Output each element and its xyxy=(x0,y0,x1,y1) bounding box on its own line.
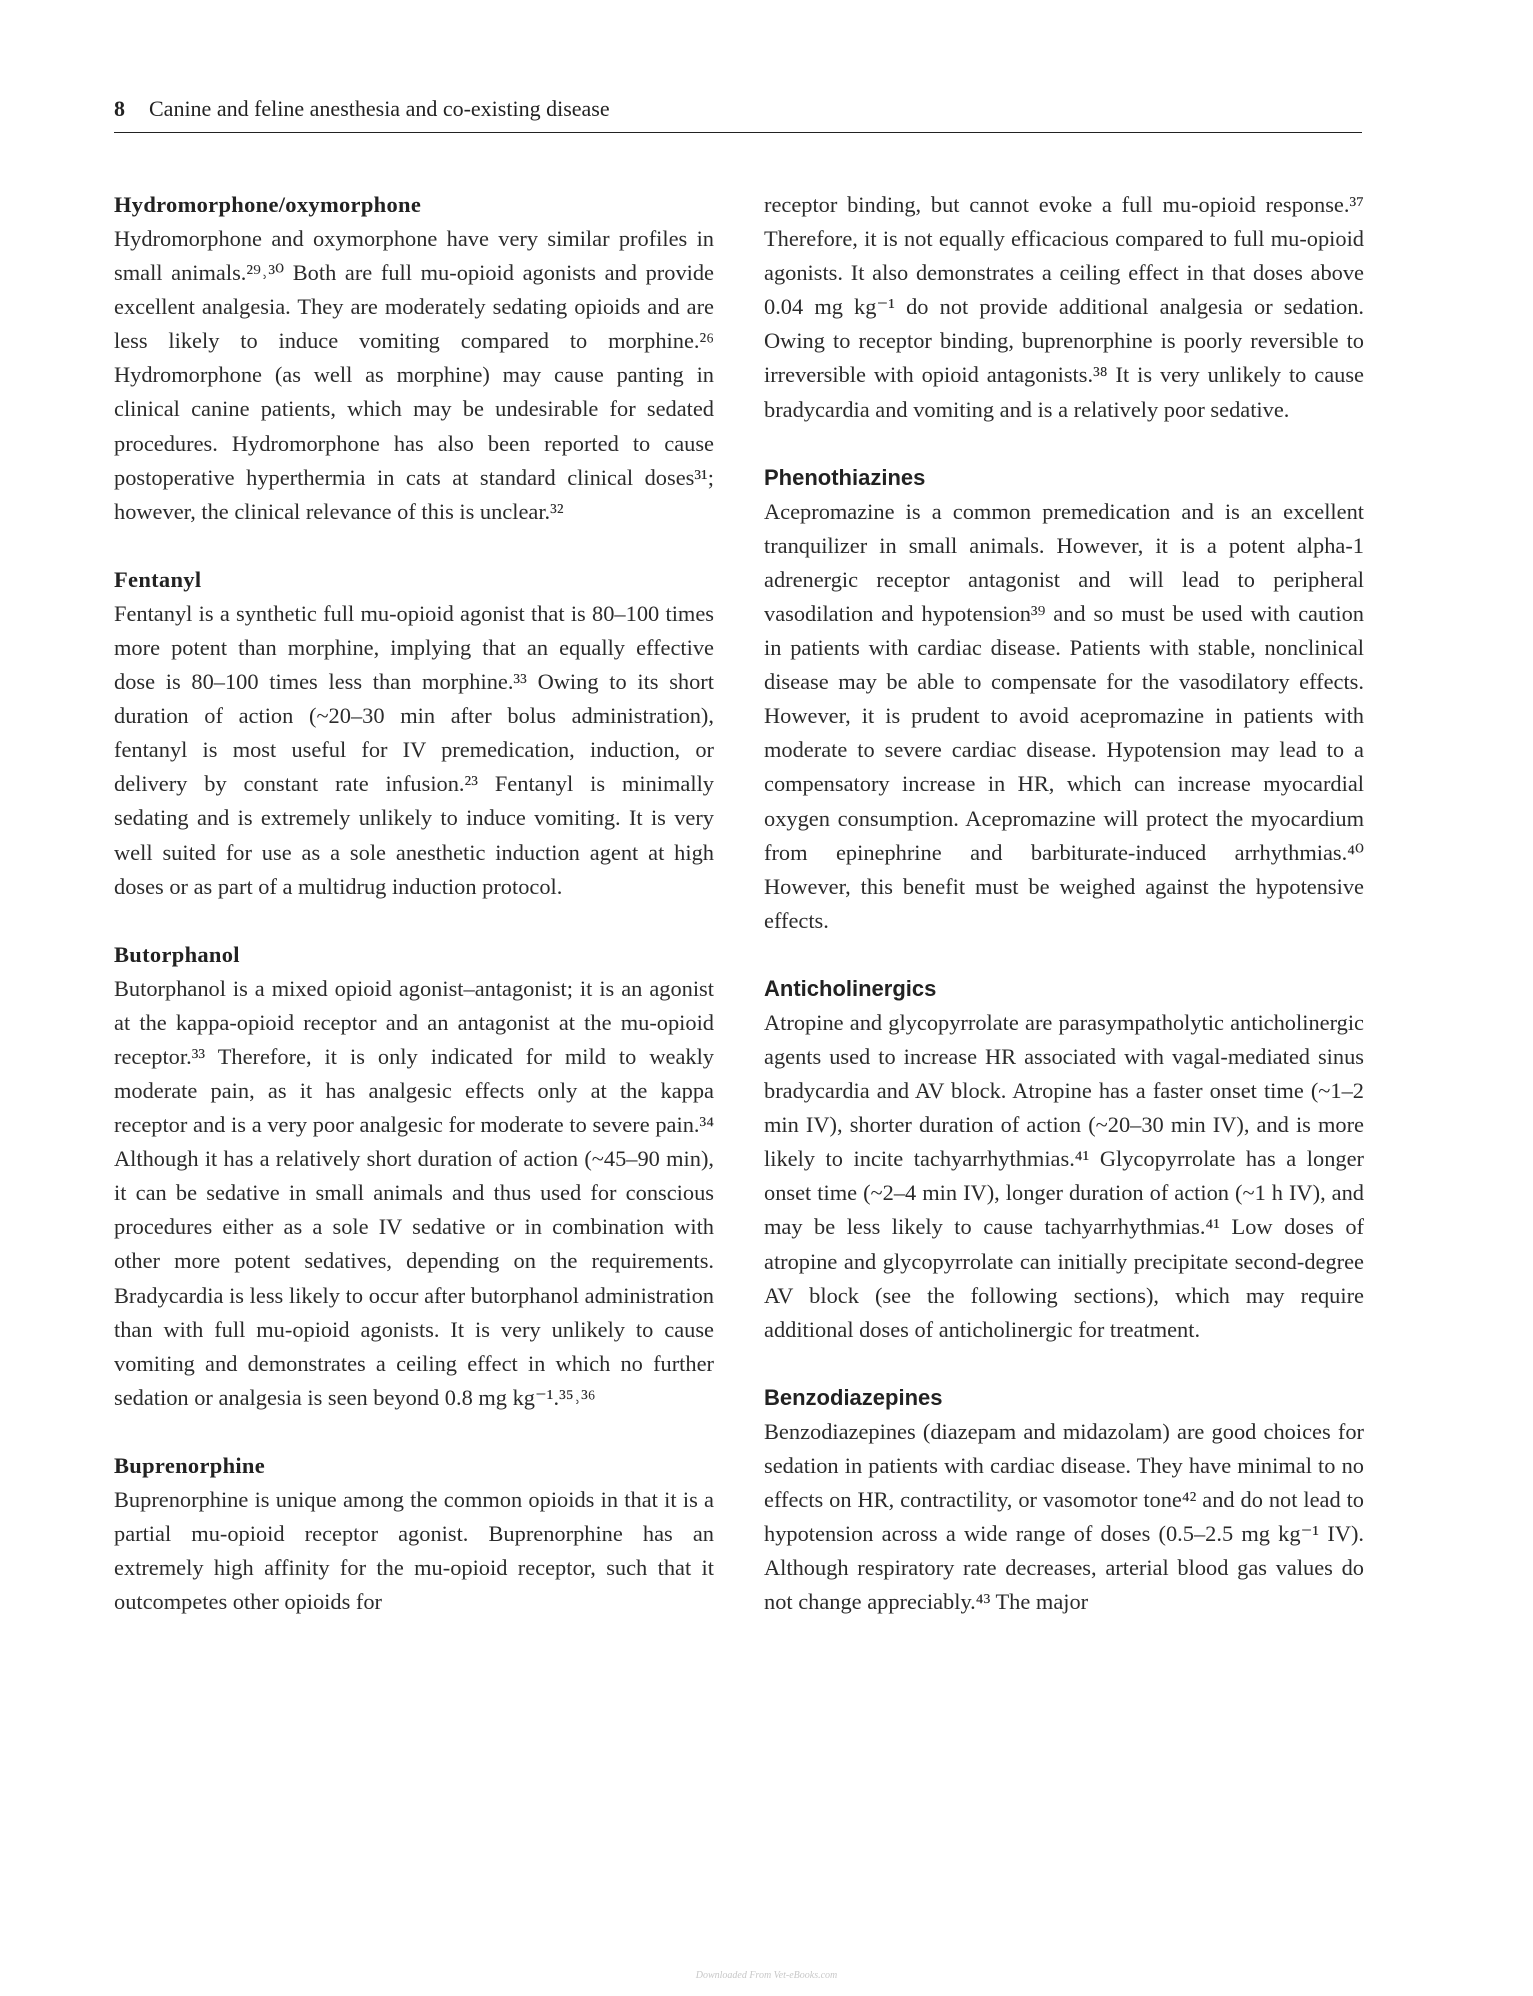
section-heading: Butorphanol xyxy=(114,941,240,967)
section-body: Atropine and glycopyrrolate are parasympatholytic anticholinergic agents used to increase HR associated with vagal-mediated sinus bradycardia and AV block. Atropine has a faster onset time (~1–2 min IV), shorter duration of action (~20–30 min IV), and is more likely to incite tachyarrhythmias.⁴¹ Glycopyrrolate has a longer onset time (~2–4 min IV), longer duration of action (~1 h IV), and may be less likely to cause tachyarrhythmias.⁴¹ Low doses of atropine and glycopyrrolate can initially precipitate second-degree AV block (see the following sections), which may require additional doses of anticholinergic for treatment. xyxy=(764,1009,1364,1342)
section-body: Benzodiazepines (diazepam and midazolam) are good choices for sedation in patients with cardiac disease. They have minimal to no effects on HR, contractility, or vasomotor tone⁴² and do not lead to hypotension across a wide range of doses (0.5–2.5 mg kg⁻¹ IV). Although respiratory rate decreases, arterial blood gas values do not change appreciably.⁴³ The major xyxy=(764,1418,1364,1615)
section-heading: Fentanyl xyxy=(114,566,202,592)
section-phenothiazines xyxy=(764,461,1364,938)
section-fentanyl xyxy=(114,563,714,904)
section-hydromorphone xyxy=(114,188,714,529)
download-watermark: Downloaded From Vet-eBooks.com xyxy=(695,1970,838,1981)
section-body: Hydromorphone and oxymorphone have very similar profiles in small animals.²⁹˒³⁰ Both are full mu-opioid agonists and provide excellent analgesia. They are moderately sedating opioids and are less likely to induce vomiting compared to morphine.²⁶ Hydromorphone (as well as morphine) may cause panting in clinical canine patients, which may be undesirable for sedated procedures. Hydromorphone has also been reported to cause postoperative hyperthermia in cats at standard clinical doses³¹; however, the clinical relevance of this is unclear.³² xyxy=(114,226,714,524)
section-buprenorphine-continued xyxy=(764,188,1364,427)
section-buprenorphine xyxy=(114,1449,714,1619)
section-heading: Hydromorphone/oxymorphone xyxy=(114,192,422,217)
section-heading: Phenothiazines xyxy=(764,464,926,490)
section-body: Fentanyl is a synthetic full mu-opioid agonist that is 80–100 times more potent than morphine, implying that an equally effective dose is 80–100 times less than morphine.³³ Owing to its short duration of action (~20–30 min after bolus administration), fentanyl is most useful for IV premedication, induction, or delivery by constant rate infusion.²³ Fentanyl is minimally sedating and is extremely unlikely to induce vomiting. It is very well suited for use as a sole anesthetic induction agent at high doses or as part of a multidrug induction protocol. xyxy=(114,600,714,899)
left-column xyxy=(114,188,714,1653)
section-body: Butorphanol is a mixed opioid agonist–antagonist; it is an agonist at the kappa-opioid receptor and an antagonist at the mu-opioid receptor.³³ Therefore, it is only indicated for mild to weakly moderate pain, as it has analgesic effects only at the kappa receptor and is a very poor analgesic for moderate to severe pain.³⁴ Although it has a relatively short duration of action (~45–90 min), it can be sedative in small animals and thus used for conscious procedures either as a sole IV sedative or in combination with other more potent sedatives, depending on the requirements. Bradycardia is less likely to occur after butorphanol administration than with full mu-opioid agonists. It is very unlikely to cause vomiting and demonstrates a ceiling effect in which no further sedation or analgesia is seen beyond 0.8 mg kg⁻¹.³⁵˒³⁶ xyxy=(114,975,714,1410)
section-benzodiazepines xyxy=(764,1381,1364,1620)
section-heading: Buprenorphine xyxy=(114,1452,266,1478)
section-heading: Benzodiazepines xyxy=(764,1384,943,1410)
right-column xyxy=(764,188,1364,1653)
section-body: Acepromazine is a common premedication and is an excellent tranquilizer in small animals. However, it is a potent alpha-1 adrenergic receptor antagonist and will lead to peripheral vasodilation and hypotension³⁹ and so must be used with caution in patients with cardiac disease. Patients with stable, nonclinical disease may be able to compensate for the vasodilatory effects. However, it is prudent to avoid acepromazine in patients with moderate to severe cardiac disease. Hypotension may lead to a compensatory increase in HR, which can increase myocardial oxygen consumption. Acepromazine will protect the myocardium from epinephrine and barbiturate-induced arrhythmias.⁴⁰ However, this benefit must be weighed against the hypotensive effects. xyxy=(764,498,1364,933)
section-butorphanol xyxy=(114,938,714,1415)
section-heading: Anticholinergics xyxy=(764,975,937,1001)
section-body: receptor binding, but cannot evoke a full mu-opioid response.³⁷ Therefore, it is not equally efficacious compared to full mu-opioid agonists. It also demonstrates a ceiling effect in that doses above 0.04 mg kg⁻¹ do not provide additional analgesia or sedation. Owing to receptor binding, buprenorphine is poorly reversible to irreversible with opioid antagonists.³⁸ It is very unlikely to cause bradycardia and vomiting and is a relatively poor sedative. xyxy=(764,192,1364,422)
page-number: 8 xyxy=(114,96,125,121)
section-anticholinergics xyxy=(764,972,1364,1347)
running-header xyxy=(114,96,1362,133)
running-title: Canine and feline anesthesia and co-existing disease xyxy=(149,96,610,121)
section-body: Buprenorphine is unique among the common opioids in that it is a partial mu-opioid receptor agonist. Buprenorphine has an extremely high affinity for the mu-opioid receptor, such that it outcompetes other opioids for xyxy=(114,1486,714,1615)
